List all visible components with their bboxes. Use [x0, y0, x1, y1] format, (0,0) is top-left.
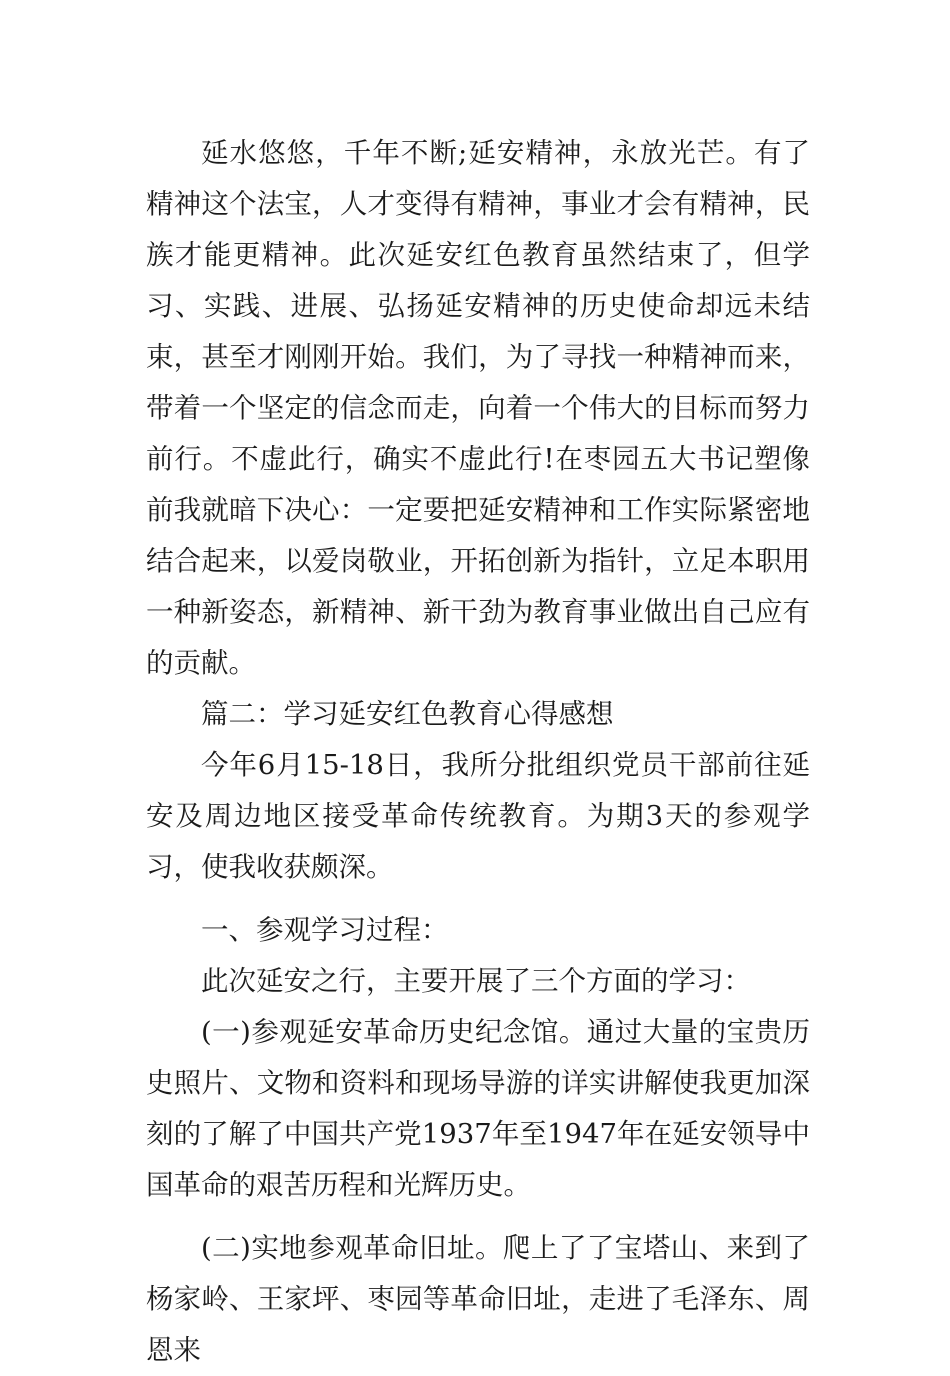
paragraph-revolutionary-sites: (二)实地参观革命旧址。爬上了了宝塔山、来到了杨家岭、王家坪、枣园等革命旧址，走进了毛泽东、周恩来	[146, 1232, 810, 1366]
document-body	[146, 128, 810, 1376]
section-heading-part-two: 篇二：学习延安红色教育心得感想	[201, 698, 614, 730]
paragraph-visit-intro: 今年6月15-18日，我所分批组织党员干部前往延安及周边地区接受革命传统教育。为期3天的参观学习，使我收获颇深。	[146, 749, 810, 883]
paragraph-memorial-hall: (一)参观延安革命历史纪念馆。通过大量的宝贵历史照片、文物和资料和现场导游的详实讲解使我更加深刻的了解了中国共产党1937年至1947年在延安领导中国革命的艰苦历程和光辉历史。	[146, 1016, 810, 1201]
heading-visit-process: 一、参观学习过程：	[201, 914, 449, 946]
paragraph-three-aspects: 此次延安之行，主要开展了三个方面的学习：	[201, 965, 751, 997]
paragraph-yanan-spirit: 延水悠悠，千年不断;延安精神，永放光芒。有了精神这个法宝，人才变得有精神，事业才会有精神，民族才能更精神。此次延安红色教育虽然结束了，但学习、实践、进展、弘扬延安精神的历史使命却远未结束，甚至才刚刚开始。我们，为了寻找一种精神而来，带着一个坚定的信念而走，向着一个伟大的目标而努力前行。不虚此行，确实不虚此行!在枣园五大书记塑像前我就暗下决心：一定要把延安精神和工作实际紧密地结合起来，以爱岗敬业，开拓创新为指针，立足本职用一种新姿态，新精神、新干劲为教育事业做出自己应有的贡献。	[146, 137, 810, 679]
